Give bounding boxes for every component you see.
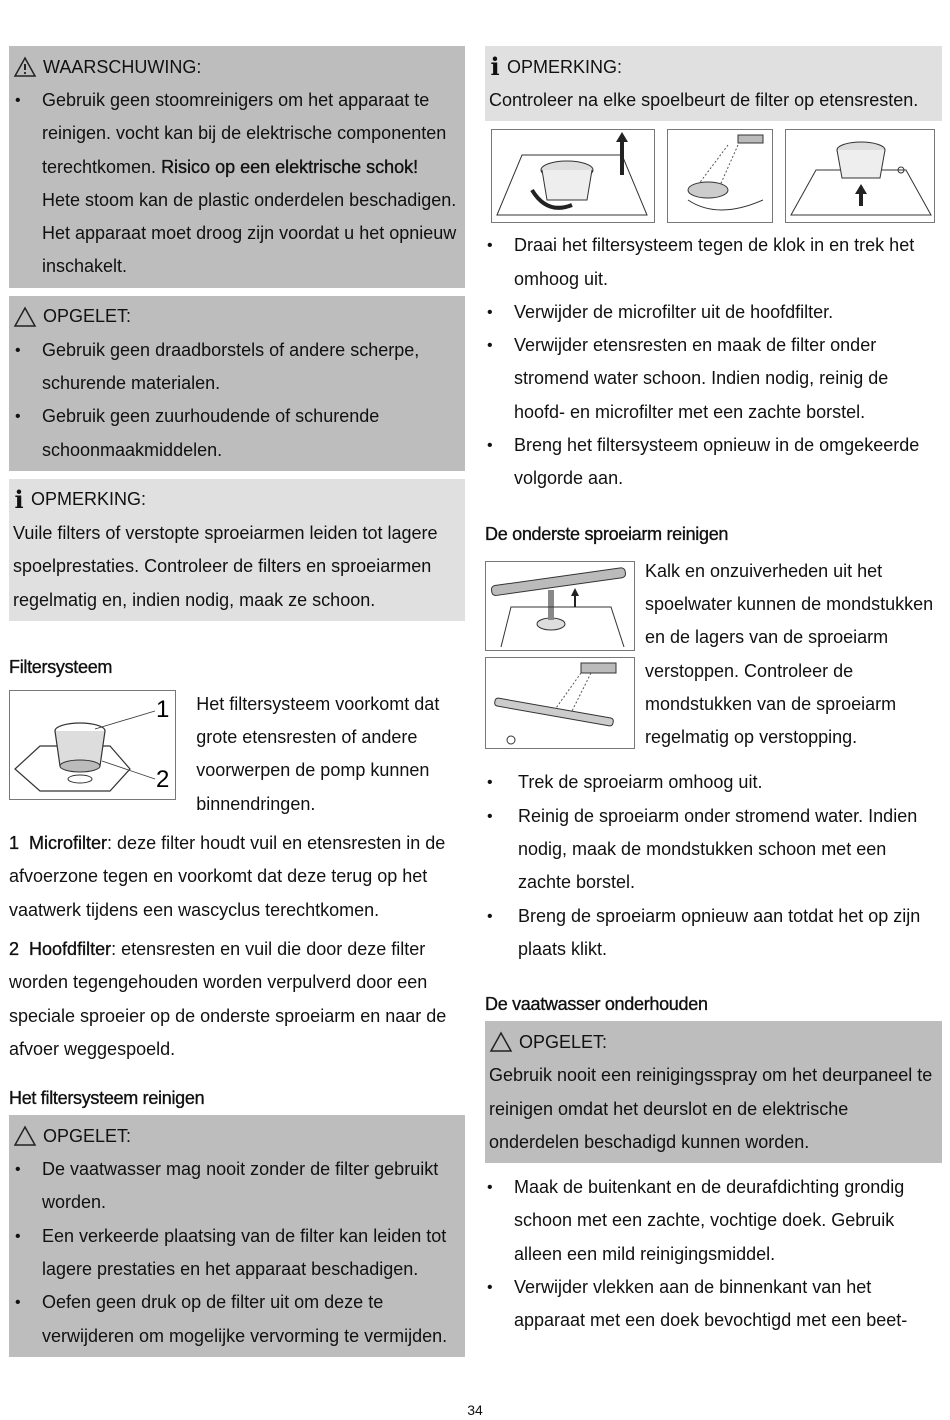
warning-bold-text: Risico op een elektrische schok!	[161, 156, 419, 177]
filter-step-image-3	[785, 129, 935, 223]
note-title-row	[13, 483, 461, 517]
caution-box-1	[9, 296, 465, 471]
microfilter-paragraph	[9, 827, 465, 927]
list-item: • De vaatwasser mag nooit zonder de filter gebruikt worden.	[13, 1153, 461, 1220]
caution-title: OPGELET:	[43, 1125, 132, 1146]
list-item: • Gebruik geen draadborstels of andere scherpe, schurende materialen.	[13, 334, 461, 401]
caution-triangle-icon	[13, 306, 37, 328]
list-item: • Verwijder de microfilter uit de hoofdfilter.	[485, 296, 942, 329]
microfilter-text: : deze filter houdt vuil en etensresten in de afvoerzone tegen en voorkomt dat deze terug op het vaatwerk tijdens een wascyclus terechtkomen.	[9, 833, 446, 920]
caution-box-2	[9, 1115, 465, 1357]
microfilter-term: Microfilter	[29, 833, 108, 854]
filter-system-heading: Filtersysteem	[9, 656, 113, 677]
caution-triangle-icon	[13, 1125, 37, 1147]
filter-clean-heading: Het filtersysteem reinigen	[9, 1088, 205, 1109]
list-item: • Breng het filtersysteem opnieuw in de omgekeerde volgorde aan.	[485, 429, 942, 496]
spray-arm-image-2	[485, 657, 635, 749]
maintenance-list	[485, 1171, 942, 1337]
caution-title: OPGELET:	[519, 1031, 608, 1052]
mainfilter-term: Hoofdfilter	[29, 938, 112, 959]
list-item: • Draai het filtersysteem tegen de klok in en trek het omhoog uit.	[485, 229, 942, 296]
list-item: • Een verkeerde plaatsing van de filter kan leiden tot lagere prestaties en het apparaat beschadigen.	[13, 1220, 461, 1287]
note-box-2	[485, 46, 942, 121]
warning-title-row	[13, 50, 461, 84]
note-text: Vuile filters of verstopte sproeiarmen leiden tot lagere spoelprestaties. Controleer de filters en sproeiarmen regelmatig en, indien nodig, maak ze schoon.	[13, 522, 438, 610]
warning-text-1: Gebruik geen stoomreinigers om het apparaat te reinigen. vocht kan bij de elektrische componenten terechtkomen.	[42, 90, 447, 177]
info-icon: i	[14, 484, 24, 514]
rinse-filter-image	[668, 130, 771, 221]
info-icon: i	[490, 52, 500, 81]
caution-title-row	[489, 1025, 938, 1059]
spray-steps-list	[485, 766, 942, 966]
warning-title: WAARSCHUWING:	[43, 56, 202, 77]
filter-steps-figures	[491, 129, 942, 223]
rinse-spray-arm-image	[486, 658, 633, 747]
figure-label-1: 1	[156, 695, 170, 723]
caution-triangle-icon	[489, 1031, 513, 1053]
warning-item	[13, 84, 461, 284]
note-title: OPMERKING:	[31, 489, 147, 510]
maintenance-heading: De vaatwasser onderhouden	[485, 994, 708, 1015]
spray-figures	[485, 561, 635, 755]
spray-intro-text: Kalk en onzuiverheden uit het spoelwater kunnen de mondstukken en de lagers van de sproeiarm verstoppen. Controleer de mondstukken van de sproeiarm regelmatig op verstopping.	[645, 560, 934, 748]
warning-text-2: Hete stoom kan de plastic onderdelen beschadigen. Het apparaat moet droog zijn voordat u het opnieuw inschakelt.	[42, 189, 457, 277]
mainfilter-paragraph	[9, 933, 465, 1066]
note-title: OPMERKING:	[507, 56, 623, 77]
microfilter-number: 1	[9, 833, 20, 854]
list-item: • Verwijder etensresten en maak de filter onder stromend water schoon. Indien nodig, reinig de hoofd- en microfilter met een zachte borstel.	[485, 329, 942, 429]
caution-title: OPGELET:	[43, 306, 132, 327]
left-column	[9, 46, 465, 1365]
list-item: • Reinig de sproeiarm onder stromend water. Indien nodig, maak de mondstukken schoon met een zachte borstel.	[485, 800, 942, 900]
lift-spray-arm-image	[486, 562, 633, 649]
filter-diagram-image	[10, 691, 175, 798]
spray-arm-image-1	[485, 561, 635, 651]
rotate-filter-image	[492, 130, 653, 221]
note-box-1	[9, 479, 465, 621]
insert-filter-image	[786, 130, 933, 221]
mainfilter-text: : etensresten en vuil die door deze filter worden tegengehouden worden verpulverd door een speciale sproeier op de onderste sproeiarm en naar de afvoer weggespoeld.	[9, 938, 447, 1059]
warning-triangle-icon	[13, 56, 37, 78]
note-title-row	[489, 50, 938, 84]
spray-intro-row	[485, 555, 942, 755]
right-column	[485, 46, 942, 1338]
mainfilter-number: 2	[9, 938, 20, 959]
list-item: • Verwijder vlekken aan de binnenkant van het apparaat met een doek bevochtigd met een beet-	[485, 1271, 942, 1338]
figure-label-2: 2	[156, 765, 170, 793]
filter-steps-list	[485, 229, 942, 495]
caution-box-3	[485, 1021, 942, 1163]
caution-title-row	[13, 1119, 461, 1153]
filter-intro-text: Het filtersysteem voorkomt dat grote etensresten of andere voorwerpen de pomp kunnen binnendringen.	[196, 693, 440, 814]
filter-intro-row	[9, 688, 465, 821]
filter-step-image-1	[491, 129, 655, 223]
list-item: • Trek de sproeiarm omhoog uit.	[485, 766, 942, 799]
list-item: • Gebruik geen zuurhoudende of schurende schoonmaakmiddelen.	[13, 400, 461, 467]
filter-step-image-2	[667, 129, 773, 223]
filter-system-figure	[9, 690, 176, 800]
note-text: Controleer na elke spoelbeurt de filter op etensresten.	[489, 90, 919, 110]
list-item: • Breng de sproeiarm opnieuw aan totdat het op zijn plaats klikt.	[485, 900, 942, 967]
list-item: • Maak de buitenkant en de deurafdichting grondig schoon met een zachte, vochtige doek. Gebruik alleen een mild reinigingsmiddel.	[485, 1171, 942, 1271]
list-item: • Oefen geen druk op de filter uit om deze te verwijderen om mogelijke vervorming te vermijden.	[13, 1286, 461, 1353]
page-number: 34	[467, 1402, 483, 1418]
caution-text: Gebruik nooit een reinigingsspray om het deurpaneel te reinigen omdat het deurslot en de elektrische onderdelen beschadigd kunnen worden.	[489, 1065, 933, 1152]
caution-title-row	[13, 300, 461, 334]
warning-box	[9, 46, 465, 288]
spray-arm-heading: De onderste sproeiarm reinigen	[485, 523, 729, 544]
